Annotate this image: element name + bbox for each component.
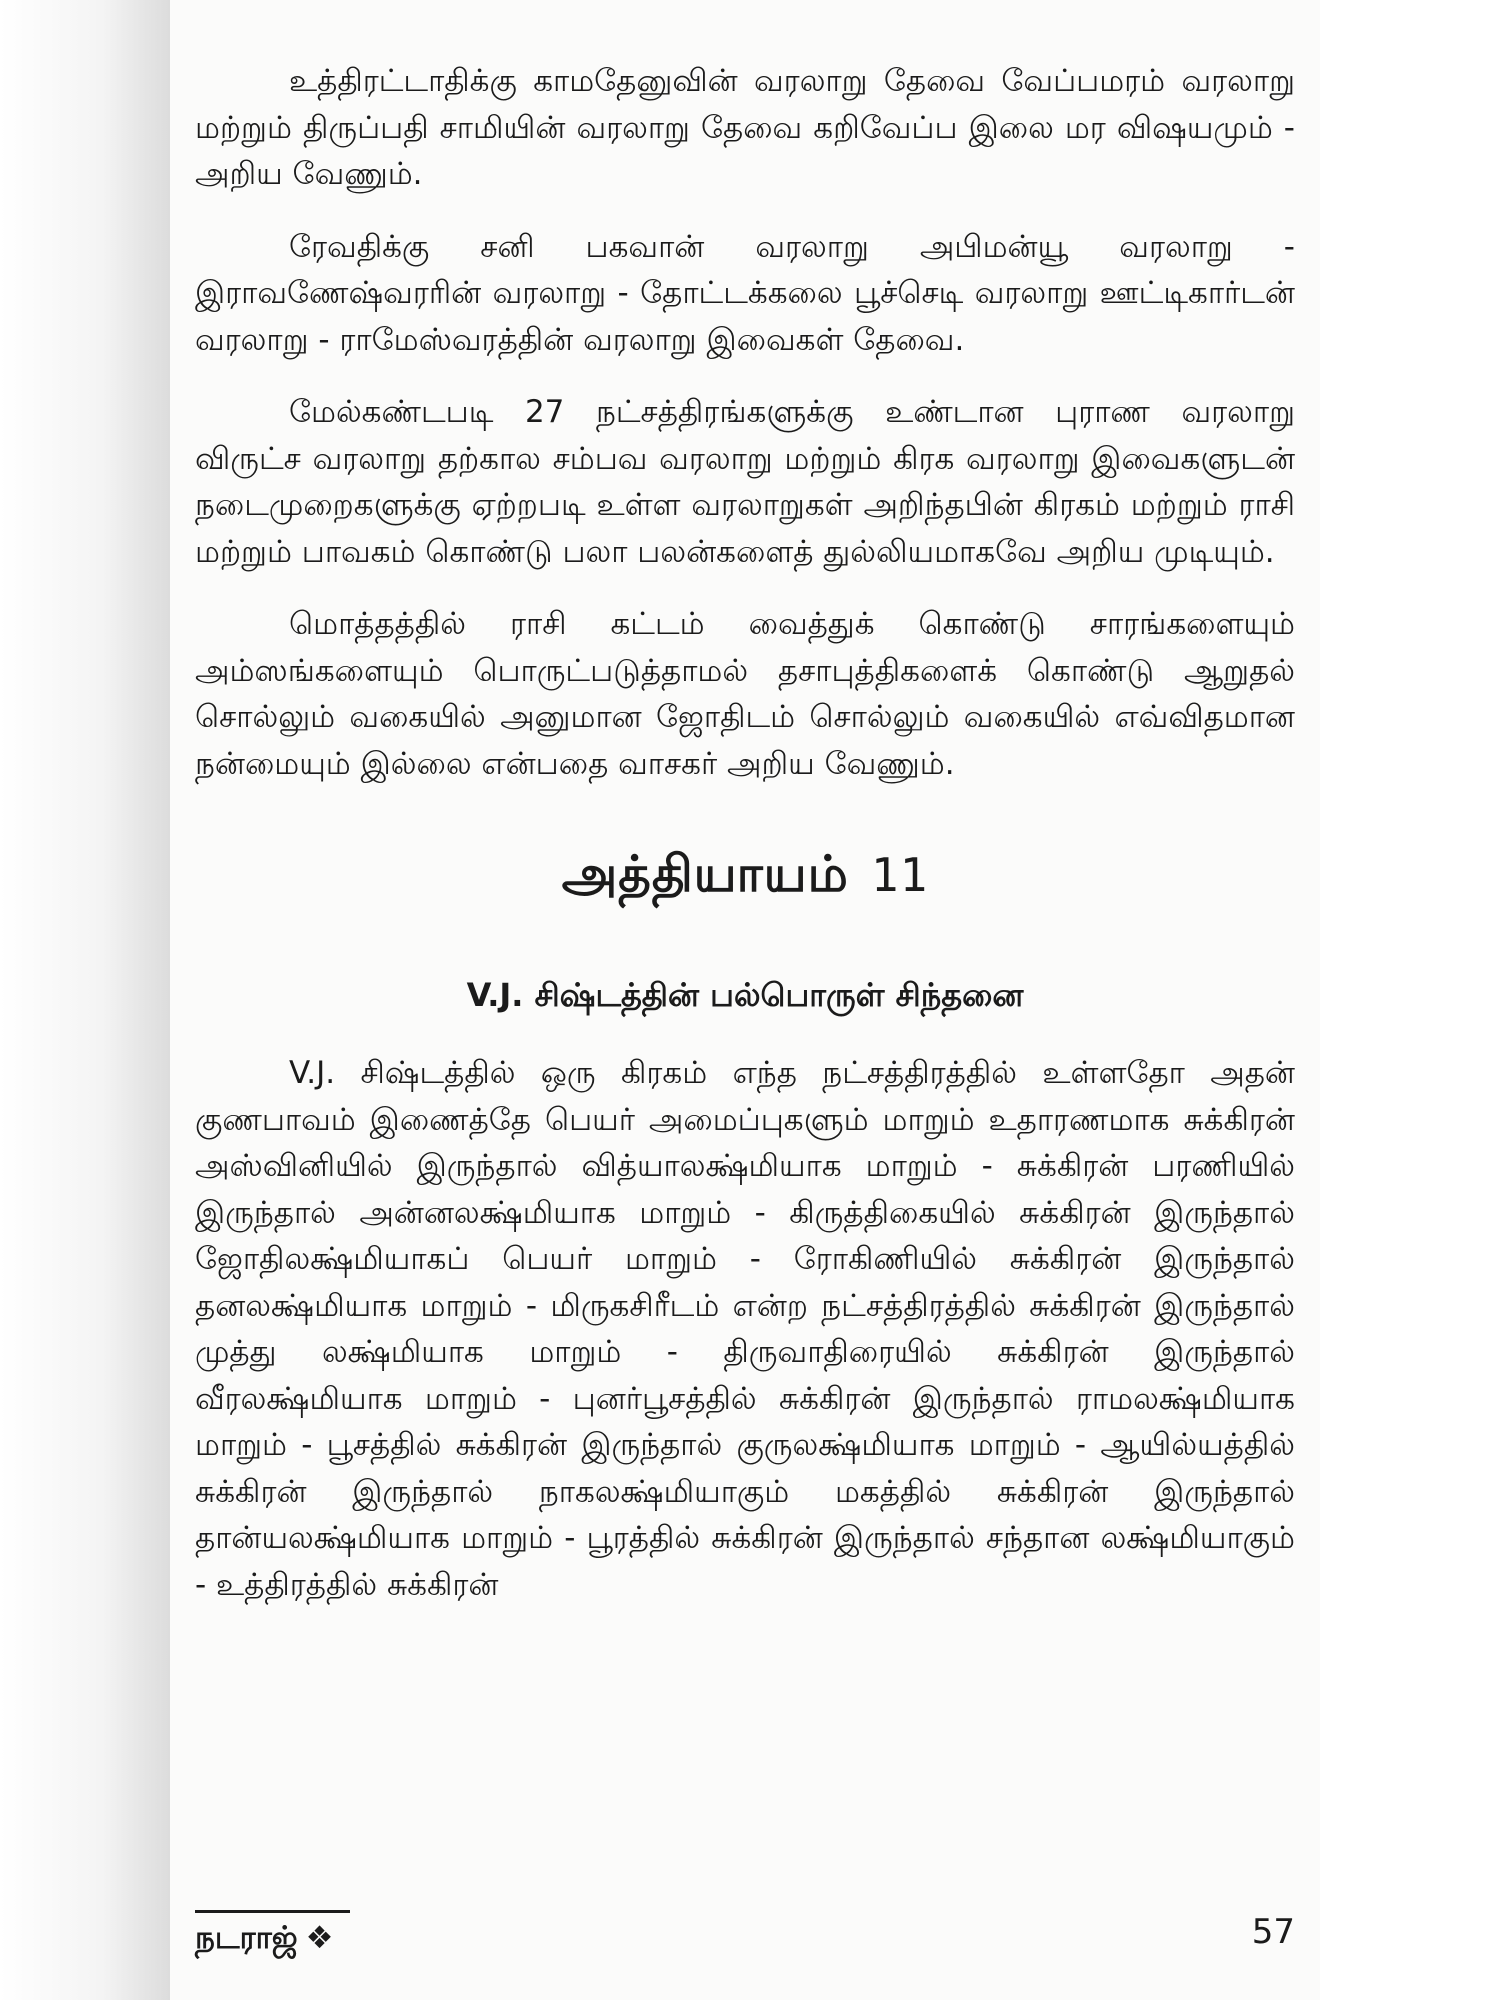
footer-publisher [195,1918,333,1958]
chapter-number: 11 [870,848,929,902]
paragraph-revathi: ரேவதிக்கு சனி பகவான் வரலாறு அபிமன்யூ வரலாறு - இராவணேஷ்வரரின் வரலாறு - தோட்டக்கலை பூச்செடி வரலாறு ஊட்டிகார்டன் வரலாறு - ராமேஸ்வரத்தின் வரலாறு இவைகள் தேவை. [195,228,1295,358]
ornament-icon: ❖ [305,1920,334,1956]
chapter-subtitle: V.J. சிஷ்டத்தின் பல்பொருள் சிந்தனை [466,976,1024,1014]
footer-rule [195,1910,350,1913]
page-body [195,58,1295,1634]
paragraph-summary: மொத்தத்தில் ராசி கட்டம் வைத்துக் கொண்டு சாரங்களையும் அம்ஸங்களையும் பொருட்படுத்தாமல் தசாபுத்திகளைக் கொண்டு ஆறுதல் சொல்லும் வகையில் அனுமான ஜோதிடம் சொல்லும் வகையில் எவ்விதமான நன்மையும் இல்லை என்பதை வாசகர் அறிய வேணும். [195,606,1295,782]
paragraph-venus-lakshmi: V.J. சிஷ்டத்தில் ஒரு கிரகம் எந்த நட்சத்திரத்தில் உள்ளதோ அதன் குணபாவம் இணைத்தே பெயர் அமைப்புகளும் மாறும் உதாரணமாக சுக்கிரன் அஸ்வினியில் இருந்தால் வித்யாலக்ஷ்மியாக மாறும் - சுக்கிரன் பரணியில் இருந்தால் அன்னலக்ஷ்மியாக மாறும் - கிருத்திகையில் சுக்கிரன் இருந்தால் ஜோதிலக்ஷ்மியாகப் பெயர் மாறும் - ரோகிணியில் சுக்கிரன் இருந்தால் தனலக்ஷ்மியாக மாறும் - மிருகசிரீடம் என்ற நட்சத்திரத்தில் சுக்கிரன் இருந்தால் முத்து லக்ஷ்மியாக மாறும் - திருவாதிரையில் சுக்கிரன் இருந்தால் வீரலக்ஷ்மியாக மாறும் - புனர்பூசத்தில் சுக்கிரன் இருந்தால் ராமலக்ஷ்மியாக மாறும் - பூசத்தில் சுக்கிரன் இருந்தால் குருலக்ஷ்மியாக மாறும் - ஆயில்யத்தில் சுக்கிரன் இருந்தால் நாகலக்ஷ்மியாகும் மகத்தில் சுக்கிரன் இருந்தால் தான்யலக்ஷ்மியாக மாறும் - பூரத்தில் சுக்கிரன் இருந்தால் சந்தான லக்ஷ்மியாகும் - உத்திரத்தில் சுக்கிரன் [195,1055,1295,1603]
page-number: 57 [1251,1912,1295,1952]
book-gutter-shadow [0,0,170,2000]
paragraph-27-stars: மேல்கண்டபடி 27 நட்சத்திரங்களுக்கு உண்டான புராண வரலாறு விருட்ச வரலாறு தற்கால சம்பவ வரலாறு மற்றும் கிரக வரலாறு இவைகளுடன் நடைமுறைகளுக்கு ஏற்றபடி உள்ள வரலாறுகள் அறிந்தபின் கிரகம் மற்றும் ராசி மற்றும் பாவகம் கொண்டு பலா பலன்களைத் துல்லியமாகவே அறிய முடியும். [195,394,1295,570]
chapter-heading [195,845,1295,910]
chapter-title: அத்தியாயம் [561,845,849,903]
paragraph-uthirattathi: உத்திரட்டாதிக்கு காமதேனுவின் வரலாறு தேவை வேப்பமரம் வரலாறு மற்றும் திருப்பதி சாமியின் வரலாறு தேவை கறிவேப்ப இலை மர விஷயமும் - அறிய வேணும். [195,63,1295,192]
publisher-name: நடராஜ் [195,1920,298,1956]
